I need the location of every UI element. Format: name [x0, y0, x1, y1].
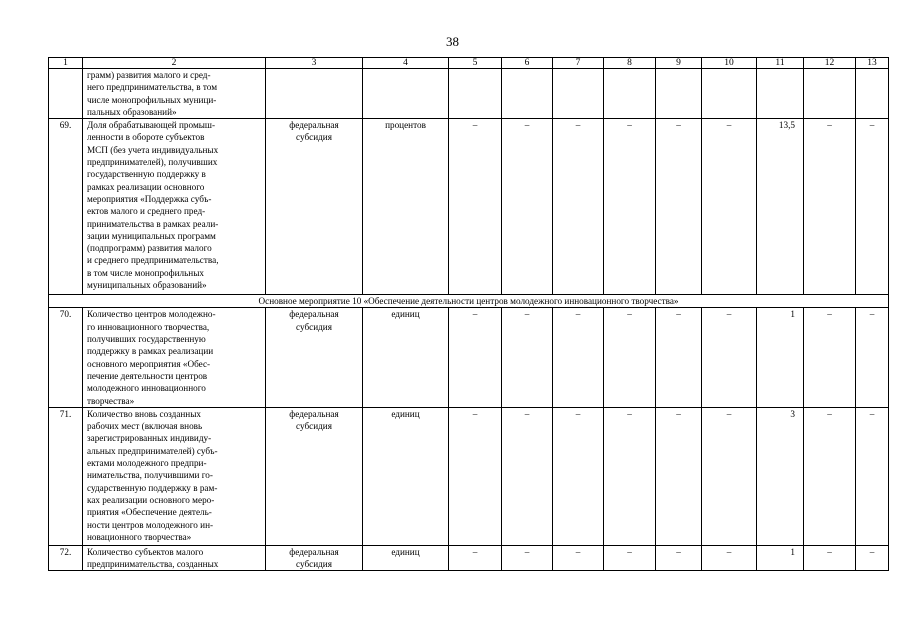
cell-value: – — [856, 545, 889, 571]
continuation-row — [49, 69, 889, 119]
cell-value: – — [604, 119, 656, 295]
cell-description: Доля обрабатывающей промыш- ленности в обороте субъектов МСП (без учета индивидуальных предпринимателей), получивших государственную поддержку в рамках реализации основного мероприятия «Поддержка субъ- ектов малого и среднего пред- принимательства в рамках реали- зации муниципальных программ (подпрограмм) развития малого и среднего предпринимательства, в том числе монопрофильных муниципальных образований» — [83, 119, 266, 295]
cell-value: – — [604, 545, 656, 571]
cell-value: – — [604, 308, 656, 407]
cell-value: – — [502, 308, 553, 407]
cell-value: – — [804, 545, 856, 571]
column-header: 11 — [757, 58, 804, 69]
cell-number: 71. — [49, 407, 83, 545]
table-row — [49, 545, 889, 571]
cell-value: – — [449, 119, 502, 295]
cell-value: – — [856, 119, 889, 295]
cell-value: 1 — [757, 545, 804, 571]
cell-value: – — [804, 308, 856, 407]
cell-value: – — [656, 407, 702, 545]
table-row — [49, 407, 889, 545]
cell-value: – — [804, 119, 856, 295]
cell-value: – — [702, 308, 757, 407]
cell-value: – — [656, 119, 702, 295]
cell-source: федеральная субсидия — [266, 407, 363, 545]
cell-value: – — [553, 407, 604, 545]
cell-value: – — [702, 407, 757, 545]
cell-number: 72. — [49, 545, 83, 571]
cell-source: федеральная субсидия — [266, 545, 363, 571]
cell-description: Количество вновь созданных рабочих мест (включая вновь зарегистрированных индивиду- альных предпринимателей) субъ- ектами молодежного предпри- нимательства, получившими го- сударственную поддержку в рам- ках реализации основного меро- приятия «Обеспечение деятель- ности центров молодежного ин- новационного творчества» — [83, 407, 266, 545]
cell-value: – — [449, 308, 502, 407]
cell-value: – — [449, 407, 502, 545]
cell-value: – — [553, 545, 604, 571]
column-header: 10 — [702, 58, 757, 69]
cell-source: федеральная субсидия — [266, 308, 363, 407]
column-header: 3 — [266, 58, 363, 69]
cell-value: – — [502, 119, 553, 295]
cell-value: – — [656, 308, 702, 407]
column-header: 5 — [449, 58, 502, 69]
column-header: 12 — [804, 58, 856, 69]
cell-value: – — [449, 545, 502, 571]
column-header: 1 — [49, 58, 83, 69]
column-header: 8 — [604, 58, 656, 69]
cell-unit: единиц — [363, 407, 449, 545]
indicators-table — [48, 57, 889, 571]
cell-value: – — [553, 119, 604, 295]
cell-value: – — [553, 308, 604, 407]
cell-value: – — [502, 407, 553, 545]
column-header: 6 — [502, 58, 553, 69]
cell-description: грамм) развития малого и сред- него предпринимательства, в том числе монопрофильных муници- пальных образований» — [83, 69, 266, 119]
cell-value: – — [856, 407, 889, 545]
cell-value: 3 — [757, 407, 804, 545]
table-row — [49, 119, 889, 295]
cell-value: – — [702, 119, 757, 295]
page-number: 38 — [446, 34, 459, 49]
cell-value: – — [856, 308, 889, 407]
table-row — [49, 308, 889, 407]
cell-description: Количество центров молодежно- го инновационного творчества, получивших государственную поддержку в рамках реализации основного мероприятия «Обес- печение деятельности центров молодежного инновационного творчества» — [83, 308, 266, 407]
cell-description: Количество субъектов малого предпринимательства, созданных — [83, 545, 266, 571]
column-header: 7 — [553, 58, 604, 69]
cell-source: федеральная субсидия — [266, 119, 363, 295]
cell-unit: единиц — [363, 308, 449, 407]
cell-value: 1 — [757, 308, 804, 407]
column-header: 4 — [363, 58, 449, 69]
cell-number: 69. — [49, 119, 83, 295]
cell-unit: единиц — [363, 545, 449, 571]
cell-value: – — [702, 545, 757, 571]
cell-value: – — [604, 407, 656, 545]
cell-number: 70. — [49, 308, 83, 407]
cell-value: 13,5 — [757, 119, 804, 295]
column-header: 9 — [656, 58, 702, 69]
cell-value: – — [656, 545, 702, 571]
cell-unit: процентов — [363, 119, 449, 295]
section-header-row — [49, 295, 889, 308]
cell-value: – — [804, 407, 856, 545]
column-header: 2 — [83, 58, 266, 69]
column-header: 13 — [856, 58, 889, 69]
header-row — [49, 58, 889, 69]
section-header: Основное мероприятие 10 «Обеспечение деятельности центров молодежного инновационного творчества» — [49, 295, 889, 308]
cell-value: – — [502, 545, 553, 571]
